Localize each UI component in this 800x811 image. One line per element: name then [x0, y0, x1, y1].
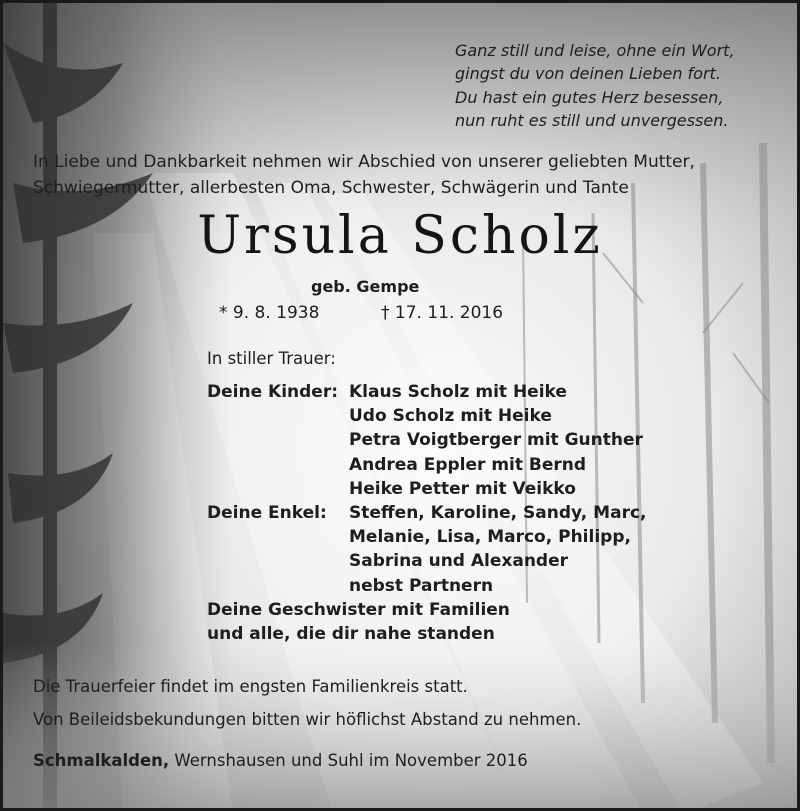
closing-line: Deine Geschwister mit Familien [207, 599, 510, 620]
intro-line: Schwiegermutter, allerbesten Oma, Schwester, Schwägerin und Tante [33, 177, 629, 198]
poem-line: Ganz still und leise, ohne ein Wort, [455, 41, 735, 60]
place-and-date [33, 751, 528, 770]
children-label: Deine Kinder: [207, 382, 339, 402]
birth-date: * 9. 8. 1938 [219, 303, 320, 323]
child-entry: Petra Voigtberger mit Gunther [349, 430, 643, 451]
grandchildren-label: Deine Enkel: [207, 503, 327, 524]
grandchild-entry: nebst Partnern [349, 575, 494, 596]
poem-line: nun ruht es still und unvergessen. [455, 111, 729, 131]
grandchildren-group [207, 501, 646, 598]
grandchild-entry: Melanie, Lisa, Marco, Philipp, [349, 527, 631, 548]
survivors-list [207, 380, 646, 646]
poem-line: gingst du von deinen Lieben fort. [455, 64, 721, 84]
closing-group [207, 598, 646, 646]
grandchild-entry: Sabrina und Alexander [349, 551, 569, 572]
poem [455, 39, 735, 133]
funeral-note: Die Trauerfeier findet im engsten Familienkreis statt. [33, 677, 468, 696]
grandchildren-names [349, 501, 646, 598]
child-entry: Udo Scholz mit Heike [349, 406, 552, 427]
birth-name: geb. Gempe [311, 277, 420, 296]
child-entry: Heike Petter mit Veikko [349, 478, 576, 499]
place-rest: Wernshausen und Suhl im November 2016 [169, 751, 528, 770]
poem-line: Du hast ein gutes Herz besessen, [455, 87, 724, 107]
closing-line: und alle, die dir nahe standen [207, 624, 495, 645]
place-main: Schmalkalden, [33, 751, 170, 770]
grandchild-entry: Steffen, Karoline, Sandy, Marc, [349, 503, 647, 524]
intro-line: In Liebe und Dankbarkeit nehmen wir Abschied von unserer geliebten Mutter, [33, 152, 695, 172]
children-group [207, 380, 646, 501]
condolence-note: Von Beileidsbekundungen bitten wir höflichst Abstand zu nehmen. [33, 710, 582, 729]
death-date: † 17. 11. 2016 [381, 303, 504, 323]
child-entry: Klaus Scholz mit Heike [349, 382, 567, 402]
deceased-name: Ursula Scholz [197, 206, 603, 266]
child-entry: Andrea Eppler mit Bernd [349, 454, 587, 475]
children-names [349, 380, 643, 501]
mourning-heading: In stiller Trauer: [207, 349, 336, 368]
intro-text [33, 150, 695, 201]
